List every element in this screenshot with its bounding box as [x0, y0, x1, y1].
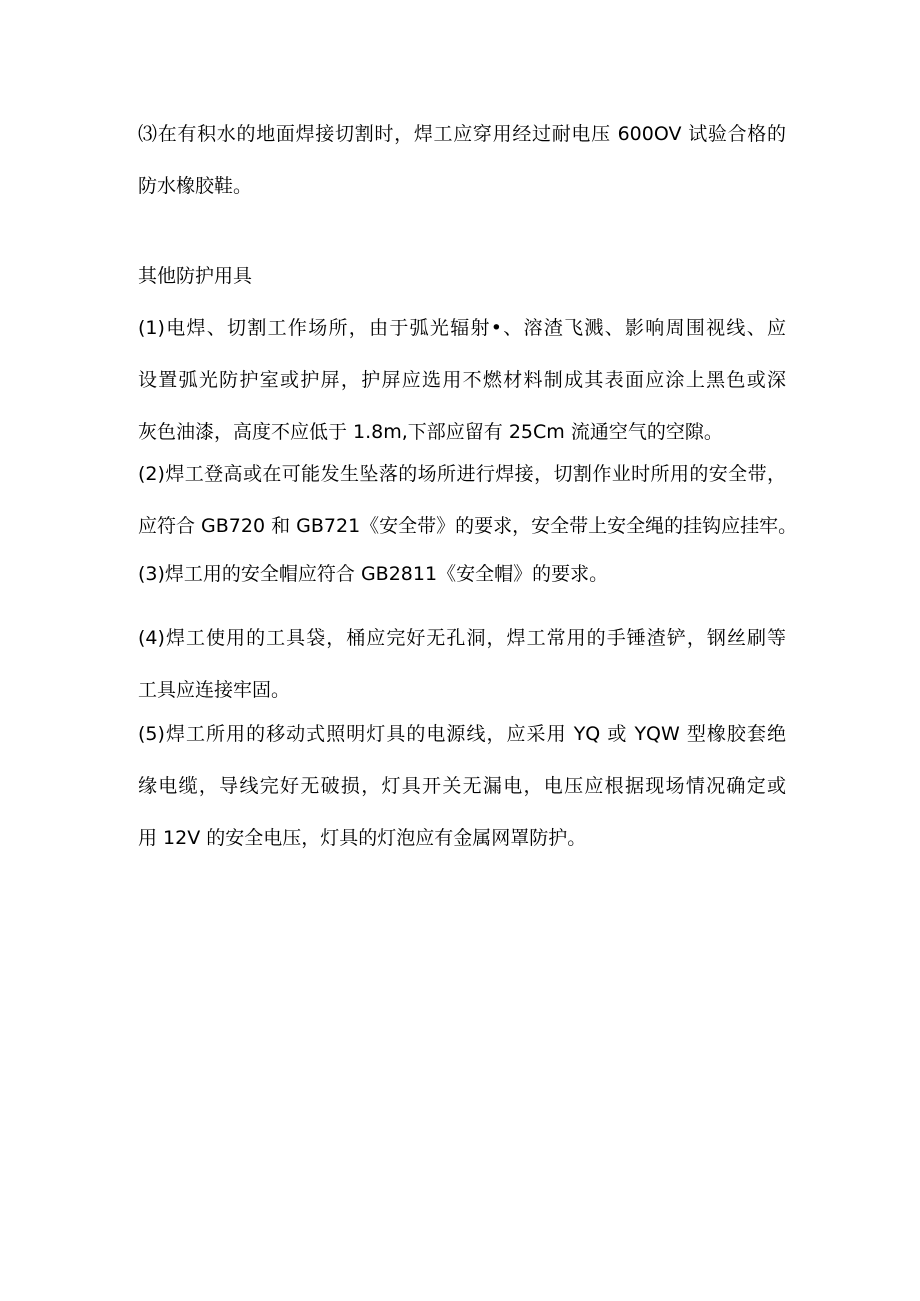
text-line: (2)焊工登高或在可能发生坠落的场所进行焊接，切割作业时所用的安全带， [138, 463, 786, 485]
list-item-2 [138, 448, 798, 552]
text-line: 应符合 GB720 和 GB721《安全带》的要求，安全带上安全绳的挂钩应挂牢。 [138, 515, 798, 537]
text-line: 工具应连接牢固。 [138, 679, 291, 701]
list-item-1 [138, 302, 786, 458]
text-line: (4)焊工使用的工具袋，桶应完好无孔洞，焊工常用的手锤渣铲，钢丝刷等 [138, 627, 786, 649]
section-heading [138, 250, 786, 302]
text-line: 用 12V 的安全电压，灯具的灯泡应有金属网罩防护。 [138, 827, 587, 849]
text-line: (5)焊工所用的移动式照明灯具的电源线，应采用 YQ 或 YQW 型橡胶套绝 [138, 723, 786, 745]
text-line: (3)焊工用的安全帽应符合 GB2811《安全帽》的要求。 [138, 563, 609, 585]
text-line: ⑶在有积水的地面焊接切割时，焊工应穿用经过耐电压 600OV 试验合格的 [138, 123, 786, 145]
text-line: 防水橡胶鞋。 [138, 175, 253, 197]
text-line: 设置弧光防护室或护屏，护屏应选用不燃材料制成其表面应涂上黑色或深 [138, 369, 786, 391]
list-item-3 [138, 548, 786, 600]
heading-text: 其他防护用具 [138, 265, 253, 287]
text-line: (1)电焊、切割工作场所，由于弧光辐射•、溶渣飞溅、影响周围视线、应 [138, 317, 786, 339]
list-item-5 [138, 708, 786, 864]
text-line: 灰色油漆，高度不应低于 1.8m,下部应留有 25Cm 流通空气的空隙。 [138, 421, 723, 443]
text-line: 缘电缆，导线完好无破损，灯具开关无漏电，电压应根据现场情况确定或 [138, 775, 786, 797]
list-item-4 [138, 612, 786, 716]
paragraph-waterlogged-ground [138, 108, 786, 212]
